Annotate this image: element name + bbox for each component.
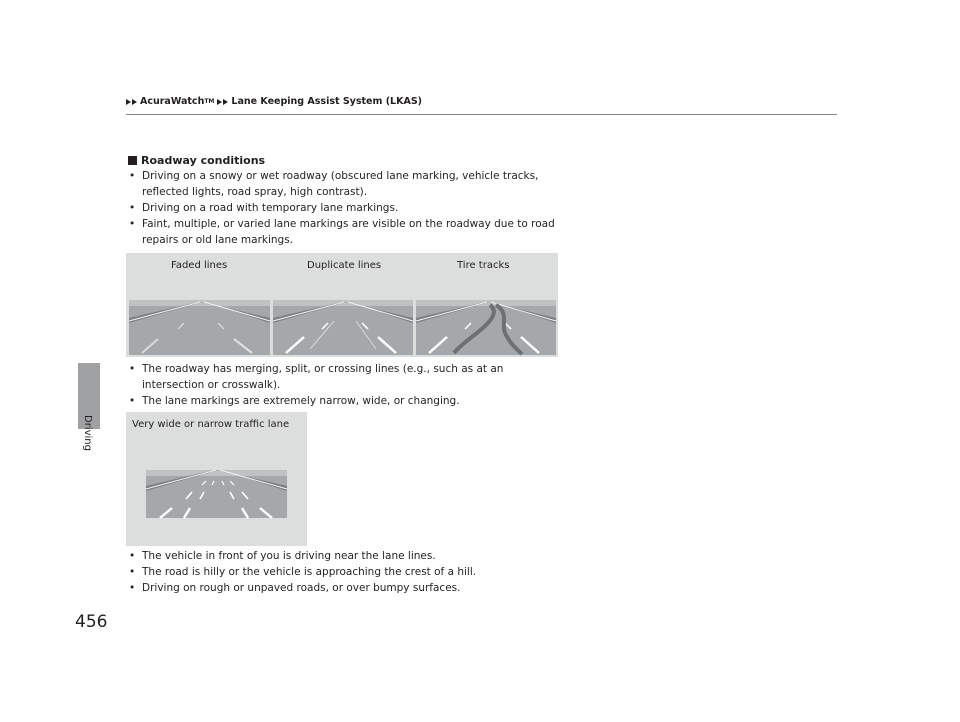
list-item: • Driving on a road with temporary lane markings.: [128, 200, 568, 216]
caption-duplicate-lines: Duplicate lines: [307, 260, 382, 271]
list-item: • Faint, multiple, or varied lane markings are visible on the roadway due to road repairs or old lane markings.: [128, 216, 568, 248]
section-label: Driving: [82, 415, 93, 451]
arrow-icon: [132, 99, 137, 105]
list-item: • The vehicle in front of you is driving near the lane lines.: [128, 548, 568, 564]
page-number: 456: [75, 612, 108, 632]
header-divider: [126, 114, 837, 115]
list-item: • Driving on rough or unpaved roads, or over bumpy surfaces.: [128, 580, 568, 596]
road-tire-tracks-illustration: [416, 300, 556, 355]
wide-narrow-lane-illustration: [126, 412, 307, 546]
road-illustrations: [126, 253, 558, 357]
conditions-list-2: [128, 361, 568, 409]
breadcrumb-item-lkas[interactable]: Lane Keeping Assist System (LKAS): [231, 96, 423, 107]
section-heading: [128, 154, 265, 167]
breadcrumb-item-acurawatch[interactable]: AcuraWatch: [140, 96, 205, 107]
road-faded-lines-illustration: [129, 300, 270, 355]
trademark: TM: [204, 98, 215, 105]
caption-lane-width: Very wide or narrow traffic lane: [132, 419, 290, 430]
arrow-icon: [126, 99, 131, 105]
arrow-icon: [217, 99, 222, 105]
section-title: Roadway conditions: [141, 154, 266, 167]
breadcrumb: [126, 96, 422, 107]
road-duplicate-lines-illustration: [273, 300, 413, 355]
square-bullet-icon: [128, 156, 137, 165]
caption-faded-lines: Faded lines: [171, 260, 228, 271]
caption-tire-tracks: Tire tracks: [457, 260, 510, 271]
list-item: • The roadway has merging, split, or crossing lines (e.g., such as at an intersection or crosswalk).: [128, 361, 568, 393]
lane-marking-figure: [126, 253, 558, 357]
conditions-list-3: [128, 548, 568, 596]
conditions-list-1: [128, 168, 568, 248]
list-item: • The lane markings are extremely narrow, wide, or changing.: [128, 393, 568, 409]
list-item: • The road is hilly or the vehicle is approaching the crest of a hill.: [128, 564, 568, 580]
list-item: • Driving on a snowy or wet roadway (obscured lane marking, vehicle tracks, reflected lights, road spray, high contrast).: [128, 168, 568, 200]
lane-width-figure: [126, 412, 307, 546]
arrow-icon: [223, 99, 228, 105]
